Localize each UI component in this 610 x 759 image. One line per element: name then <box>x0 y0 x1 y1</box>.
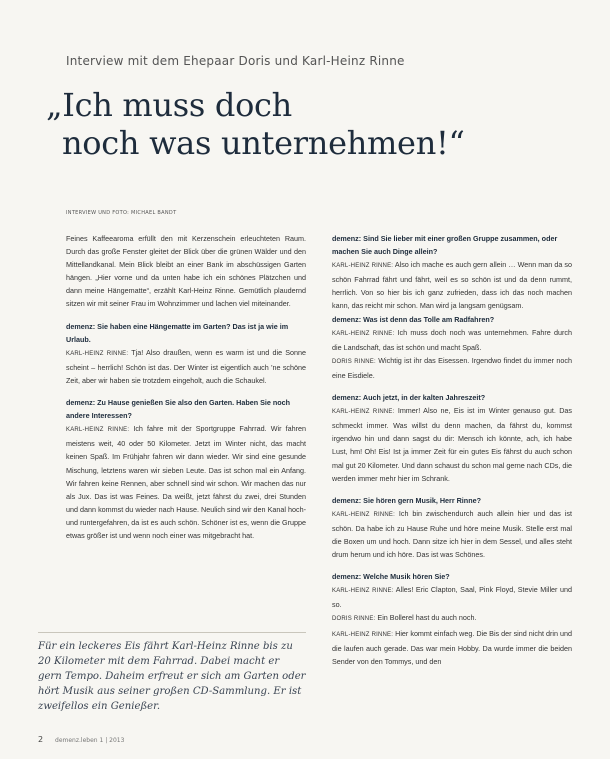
answer-text: Alles! Eric Clapton, Saal, Pink Floyd, Stevie Miller und so. <box>332 585 572 610</box>
answer-text: Ich fahre mit der Sportgruppe Fahrrad. Wir fahren meistens weit, 40 oder 50 Kilometer. Jetzt im Winter nicht, das macht keinen Spaß. Im Frühjahr fahren wir dann wieder. Wir sind eine gesunde Mischung, letztens waren wir sieben Leute. Das ist schon mal ein Anfang. Wir fahren keine Rennen, aber schnell sind wir schon. Wir machen das nur als Jux. Das ist was Feines. Da weißt, jetzt fährst du zwei, drei Stunden und dann kommst du wieder nach Hause. Neulich sind wir den Kanal hoch- und runtergefahren, da ist es auch schön. Schöner ist es, wenn die Gruppe etwas größer ist und wenn noch einer was mitgebracht hat. <box>66 424 306 540</box>
right-column <box>332 232 572 668</box>
interview-answer <box>66 346 306 387</box>
left-column <box>66 232 306 542</box>
speaker-label: KARL-HEINZ RINNE: <box>66 427 130 434</box>
kicker: Interview mit dem Ehepaar Doris und Karl-Heinz Rinne <box>66 54 405 68</box>
interview-answer <box>332 258 572 312</box>
answer-text: Ein Bollerel hast du auch noch. <box>377 613 477 623</box>
byline: INTERVIEW UND FOTO: MICHAEL BANDT <box>66 210 177 216</box>
headline-line-2: noch was unternehmen!“ <box>62 124 465 162</box>
interview-answer <box>332 627 572 668</box>
page-number: 2 <box>38 735 44 744</box>
interview-question: demenz: Sie hören gern Musik, Herr Rinne? <box>332 495 481 505</box>
answer-text: Ich bin zwischendurch auch allein hier und das ist schön. Da habe ich zu Hause Ruhe und höre meine Musik. Stelle erst mal die Boxen um und hoch. Dann sitze ich hier in dem Sessel, und alles steht drum herum und ich höre. Das ist was Schönes. <box>332 508 572 560</box>
interview-answer <box>66 422 306 542</box>
speaker-label: KARL-HEINZ RINNE: <box>66 350 129 357</box>
caption-text: Für ein leckeres Eis fährt Karl-Heinz Rinne bis zu 20 Kilometer mit dem Fahrrad. Dabei macht er gern Tempo. Daheim erfreut er sich am Garten oder hört Musik aus seiner großen CD-Sammlung. Er ist zweifellos ein Genießer. <box>38 641 306 712</box>
answer-text: Wichtig ist ihr das Eisessen. Irgendwo findet du immer noch eine Eisdiele. <box>332 355 573 380</box>
answer-text: Ich muss doch noch was unternehmen. Fahre durch die Landschaft, das ist schön und macht Spaß. <box>332 327 572 352</box>
interview-answer <box>332 404 572 485</box>
speaker-label: KARL-HEINZ RINNE: <box>332 511 395 518</box>
speaker-label: DORIS RINNE: <box>332 358 376 365</box>
issue-label: demenz.leben 1 | 2013 <box>55 737 125 744</box>
page-footer <box>38 735 124 744</box>
speaker-label: KARL-HEINZ RINNE: <box>332 631 394 638</box>
speaker-label: KARL-HEINZ RINNE: <box>332 330 395 337</box>
interview-question: demenz: Zu Hause genießen Sie also den Garten. Haben Sie noch andere Interessen? <box>66 398 291 421</box>
answer-text: Immer! Also ne, Eis ist im Winter genauso gut. Das schmeckt immer. Was willst du denn machen, da fährst du, kommst irgendwo hin und dann sagst du dir: Mensch ich könnte, ach, ich habe Lust, hm! Oh! Eis! Ist ja immer Zeit für ein gutes Eis fährst du auch schon mal gut 20 Kilometer. Und dann schaust du schon mal gerne nach CDs, die werden immer mehr hier im Schrank. <box>332 406 572 483</box>
answer-text: Also ich mache es auch gern allein … Wenn man da so schön Fahrrad fährt und fährt, weil es so schön ist und da denn rummt, herrlich. Von so hier bis ich ganz zufrieden, dass ich das noch machen kann, das reicht mir schon. Man wird ja langsam genügsam. <box>332 260 572 311</box>
speaker-label: KARL-HEINZ RINNE: <box>332 409 395 416</box>
interview-question: demenz: Was ist denn das Tolle am Radfahren? <box>332 314 495 324</box>
speaker-label: DORIS RINNE: <box>332 616 376 623</box>
speaker-label: KARL-HEINZ RINNE: <box>332 263 394 270</box>
interview-question: demenz: Sind Sie lieber mit einer großen Gruppe zusammen, oder machen Sie auch Dinge allein? <box>332 234 558 257</box>
interview-question: demenz: Auch jetzt, in der kalten Jahreszeit? <box>332 393 486 403</box>
interview-question: demenz: Sie haben eine Hängematte im Garten? Das ist ja wie im Urlaub. <box>66 321 289 344</box>
interview-answer <box>332 326 572 354</box>
interview-question: demenz: Welche Musik hören Sie? <box>332 572 450 582</box>
interview-answer <box>332 611 572 626</box>
answer-text: Hier kommt einfach weg. Die Bis der sind nicht drin und die laufen auch gerade. Das war mein Hobby. Da wurde immer die beiden Sender von den Tommys, und den <box>332 628 572 666</box>
speaker-label: KARL-HEINZ RINNE: <box>332 588 394 595</box>
intro-paragraph: Feines Kaffeearoma erfüllt den mit Kerzenschein erleuchteten Raum. Durch das große Fenster gleitet der Blick über die grünen Wälder und den Mittellandkanal. Mein Blick bleibt an einer Bank im abschüssigen Garten hängen. „Hier vorne und da unten habe ich ein schönes Plätzchen und dann meine Hängematte“, erzählt Karl-Heinz Rinne. Gemütlich plaudernd sitzen wir mit seiner Frau im Wohnzimmer und lachen viel miteinander. <box>66 234 306 309</box>
caption-divider <box>38 632 306 633</box>
interview-answer <box>332 354 572 382</box>
answer-text: Tja! Also draußen, wenn es warm ist und die Sonne scheint – herrlich! Schön ist das. Der Winter ist eigentlich auch 'ne schöne Zeit, aber wir haben sie trotzdem eingeholt, auch die Schaukel. <box>66 347 307 385</box>
photo-caption <box>38 632 306 714</box>
interview-answer <box>332 507 572 561</box>
headline-line-1: „Ich muss doch <box>46 86 292 124</box>
interview-answer <box>332 583 572 611</box>
headline <box>46 86 566 162</box>
